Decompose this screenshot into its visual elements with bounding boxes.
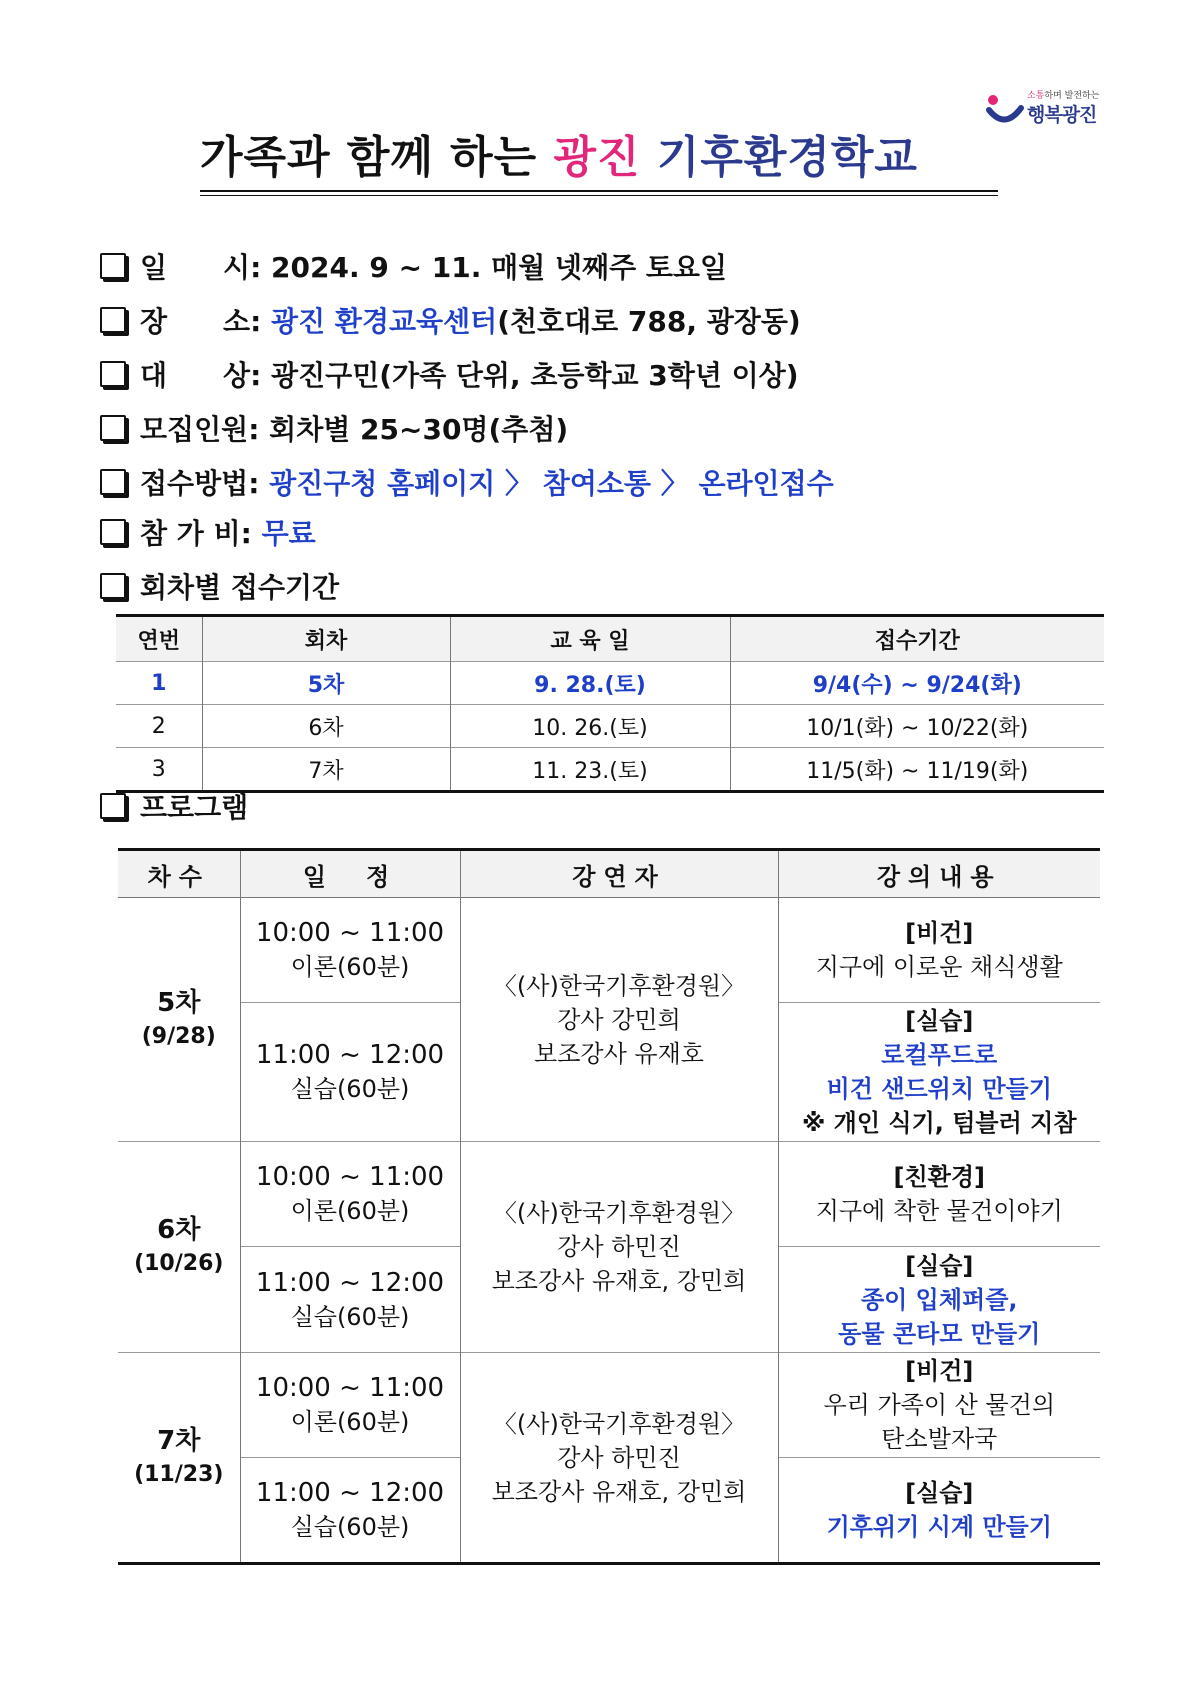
content-note: ※ 개인 식기, 텀블러 지참 — [801, 1109, 1077, 1137]
fee-value: 무료 — [261, 517, 316, 550]
page-title — [200, 128, 1000, 194]
checkbox-bullet-icon — [100, 307, 126, 333]
table-cell: 11/5(화) ~ 11/19(화) — [730, 748, 1104, 792]
table-cell: 1 — [116, 662, 202, 705]
slot-kind: 실습(60분) — [290, 1075, 410, 1103]
session-name: 7차 — [157, 1425, 201, 1456]
slot-kind: 실습(60분) — [290, 1302, 410, 1331]
session-cell — [118, 1142, 240, 1353]
table-cell: 10/1(화) ~ 10/22(화) — [730, 705, 1104, 748]
apply-label: 접수방법: — [140, 467, 260, 500]
period-heading-text: 회차별 접수기간 — [140, 571, 340, 604]
content-text-2: 탄소발자국 — [881, 1425, 998, 1453]
lecturer-org-name: (사)한국기후환경원 — [516, 1409, 722, 1438]
session-date: (10/26) — [134, 1251, 224, 1276]
table-cell: 3 — [116, 748, 202, 792]
schedule-cell — [240, 1247, 460, 1353]
content-tag: [비건] — [905, 1357, 974, 1385]
title-underline — [200, 190, 998, 192]
content-cell — [778, 1458, 1100, 1564]
slot-time: 11:00 ~ 12:00 — [255, 1267, 445, 1298]
schedule-cell — [240, 1142, 460, 1247]
schedule-cell — [240, 1353, 460, 1458]
table-cell: 6차 — [202, 705, 450, 748]
header-cell: 접수기간 — [730, 616, 1104, 662]
date-value: 2024. 9 ~ 11. 매월 넷째주 토요일 — [271, 251, 728, 284]
content-tag: [비건] — [905, 919, 974, 947]
info-date — [100, 250, 727, 286]
lecturer-org: 〈(사)한국기후환경원〉 — [492, 1199, 746, 1227]
logo-name: 행복광진 — [1027, 104, 1097, 126]
lecturer-main: 강사 하민진 — [557, 1443, 681, 1472]
slot-time: 11:00 ~ 12:00 — [255, 1040, 445, 1070]
table-row — [116, 705, 1104, 748]
content-cell — [778, 1353, 1100, 1458]
title-part3: 기후환경학교 — [656, 132, 918, 183]
header-cell: 차수 — [118, 850, 240, 898]
session-cell — [118, 898, 240, 1142]
slot-time: 11:00 ~ 12:00 — [255, 1478, 445, 1508]
content-cell — [778, 1003, 1100, 1142]
schedule-cell — [240, 1003, 460, 1142]
slot-kind: 실습(60분) — [290, 1513, 410, 1541]
header-cell: 교 육 일 — [450, 616, 730, 662]
table-cell: 11. 23.(토) — [450, 748, 730, 792]
lecturer-cell — [460, 1353, 778, 1564]
checkbox-bullet-icon — [100, 415, 126, 441]
content-tag: [실습] — [905, 1007, 974, 1035]
lecturer-assist: 보조강사 유재호, 강민희 — [491, 1267, 747, 1295]
header-cell: 회차 — [202, 616, 450, 662]
schedule-cell — [240, 898, 460, 1003]
info-target — [100, 358, 799, 394]
info-fee — [100, 516, 316, 552]
checkbox-bullet-icon — [100, 469, 126, 495]
checkbox-bullet-icon — [100, 519, 126, 545]
content-text-2: 동물 콘타모 만들기 — [838, 1319, 1041, 1348]
table-cell: 9. 28.(토) — [450, 662, 730, 705]
lecturer-main: 강사 강민희 — [557, 1005, 681, 1034]
logo-tagline: 소통하며 발전하는 — [1027, 91, 1100, 101]
period-heading — [100, 570, 339, 606]
program-heading-text: 프로그램 — [140, 791, 249, 824]
table-row — [116, 748, 1104, 792]
content-text: 지구에 착한 물건이야기 — [815, 1197, 1063, 1225]
slot-kind: 이론(60분) — [290, 1197, 410, 1225]
session-date: (9/28) — [141, 1023, 216, 1049]
checkbox-bullet-icon — [100, 573, 126, 599]
program-table-header — [118, 850, 1100, 898]
table-cell: 2 — [116, 705, 202, 748]
lecturer-assist: 보조강사 유재호 — [534, 1039, 704, 1068]
target-label: 대 상: — [140, 359, 262, 392]
checkbox-bullet-icon — [100, 793, 126, 819]
table-cell: 9/4(수) ~ 9/24(화) — [730, 662, 1104, 705]
lecturer-org-name: (사)한국기후환경원 — [516, 971, 722, 1000]
session-name: 5차 — [157, 987, 201, 1018]
content-text: 종이 입체퍼즐, — [860, 1285, 1018, 1314]
fee-label: 참 가 비: — [140, 517, 252, 550]
title-part1: 가족과 함께 하는 — [200, 132, 538, 183]
place-label: 장 소: — [140, 305, 262, 338]
content-cell — [778, 1247, 1100, 1353]
table-row — [116, 662, 1104, 705]
slot-time: 10:00 ~ 11:00 — [255, 918, 445, 948]
period-table — [116, 614, 1104, 793]
lecturer-org: 〈(사)한국기후환경원〉 — [492, 1409, 746, 1438]
table-row — [118, 898, 1100, 1003]
content-text: 로컬푸드로 — [881, 1041, 998, 1069]
info-place — [100, 304, 801, 340]
apply-value: 광진구청 홈페이지 〉 참여소통 〉 온라인접수 — [269, 467, 834, 500]
table-row — [118, 1353, 1100, 1458]
content-tag: [실습] — [905, 1479, 974, 1507]
checkbox-bullet-icon — [100, 361, 126, 387]
table-cell: 10. 26.(토) — [450, 705, 730, 748]
lecturer-cell — [460, 1142, 778, 1353]
session-name: 6차 — [157, 1215, 201, 1245]
program-heading — [100, 790, 248, 826]
title-part2: 광진 — [553, 132, 641, 183]
content-tag: [실습] — [905, 1251, 974, 1280]
gwangjin-logo — [985, 86, 1115, 134]
header-cell: 강연자 — [460, 850, 778, 898]
slot-time: 10:00 ~ 11:00 — [255, 1162, 445, 1192]
recruit-label: 모집인원: — [140, 413, 260, 446]
table-row — [118, 1142, 1100, 1247]
slot-kind: 이론(60분) — [290, 1408, 410, 1436]
lecturer-org: 〈(사)한국기후환경원〉 — [492, 971, 746, 1000]
session-cell — [118, 1353, 240, 1564]
header-cell: 강의내용 — [778, 850, 1100, 898]
slot-kind: 이론(60분) — [290, 953, 410, 981]
info-apply — [100, 466, 834, 502]
session-date: (11/23) — [134, 1461, 224, 1487]
content-cell — [778, 1142, 1100, 1247]
lecturer-main: 강사 하민진 — [557, 1233, 681, 1261]
title-underline-thin — [200, 195, 998, 196]
content-text-2: 비건 샌드위치 만들기 — [826, 1075, 1052, 1103]
lecturer-org-name: (사)한국기후환경원 — [516, 1199, 722, 1227]
checkbox-bullet-icon — [100, 253, 126, 279]
table-cell: 5차 — [202, 662, 450, 705]
content-text: 지구에 이로운 채식생활 — [815, 953, 1063, 981]
smile-logo-icon — [985, 90, 1025, 130]
place-value-name: 광진 환경교육센터 — [271, 305, 498, 338]
content-text: 우리 가족이 산 물건의 — [823, 1391, 1056, 1419]
table-cell: 7차 — [202, 748, 450, 792]
lecturer-assist: 보조강사 유재호, 강민희 — [491, 1477, 747, 1506]
program-table — [118, 848, 1100, 1565]
header-cell: 연번 — [116, 616, 202, 662]
slot-time: 10:00 ~ 11:00 — [255, 1373, 445, 1403]
schedule-cell — [240, 1458, 460, 1564]
period-table-header — [116, 616, 1104, 662]
place-value-address: (천호대로 788, 광장동) — [497, 305, 801, 338]
content-cell — [778, 898, 1100, 1003]
recruit-value: 회차별 25~30명(추첨) — [269, 413, 569, 446]
info-recruit — [100, 412, 568, 448]
target-value: 광진구민(가족 단위, 초등학교 3학년 이상) — [271, 359, 799, 392]
content-text: 기후위기 시계 만들기 — [826, 1513, 1052, 1541]
date-label: 일 시: — [140, 251, 262, 284]
content-tag: [친환경] — [893, 1163, 985, 1191]
lecturer-cell — [460, 898, 778, 1142]
header-cell: 일 정 — [240, 850, 460, 898]
